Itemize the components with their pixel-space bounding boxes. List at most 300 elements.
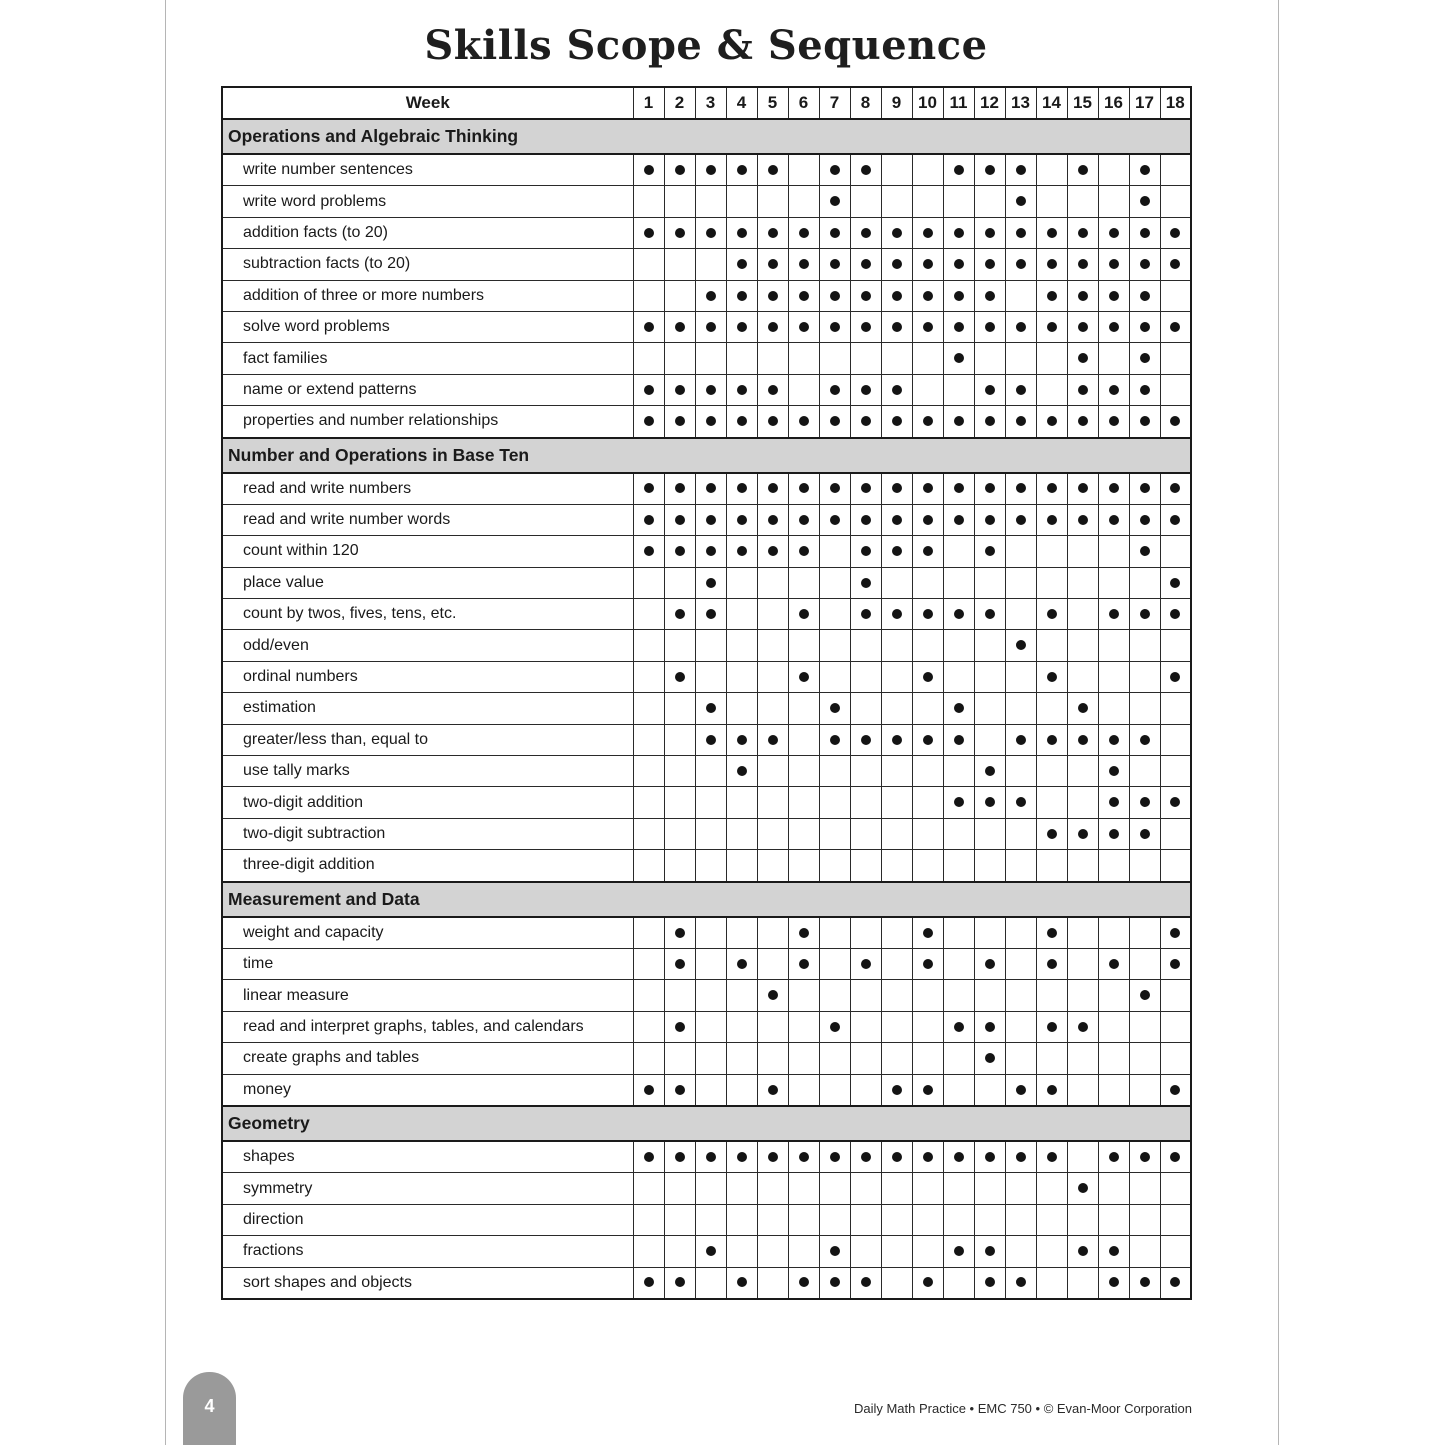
bullet-dot-icon: [737, 385, 747, 395]
week-cell: [974, 693, 1005, 724]
week-cell: [912, 280, 943, 311]
week-cell: [664, 536, 695, 567]
bullet-dot-icon: [923, 291, 933, 301]
bullet-dot-icon: [892, 609, 902, 619]
week-cell: [1160, 374, 1191, 405]
week-cell: [788, 249, 819, 280]
week-cell: [1036, 186, 1067, 217]
week-cell: [1005, 630, 1036, 661]
bullet-dot-icon: [1078, 483, 1088, 493]
week-cell: [850, 661, 881, 692]
bullet-dot-icon: [768, 322, 778, 332]
week-cell: [633, 311, 664, 342]
bullet-dot-icon: [1170, 1277, 1180, 1287]
bullet-dot-icon: [985, 515, 995, 525]
week-cell: [757, 406, 788, 438]
week-cell: [695, 693, 726, 724]
week-cell: [633, 249, 664, 280]
bullet-dot-icon: [675, 483, 685, 493]
week-cell: [1005, 850, 1036, 882]
week-cell: [1160, 787, 1191, 818]
week-cell: [819, 311, 850, 342]
bullet-dot-icon: [954, 165, 964, 175]
week-cell: [1067, 343, 1098, 374]
bullet-dot-icon: [861, 483, 871, 493]
week-cell: [974, 1267, 1005, 1299]
week-cell: [1129, 1204, 1160, 1235]
week-cell: [633, 756, 664, 787]
week-cell: [788, 154, 819, 186]
week-cell: [757, 1074, 788, 1106]
week-cell: [974, 504, 1005, 535]
week-cell: [974, 154, 1005, 186]
bullet-dot-icon: [830, 322, 840, 332]
week-cell: [757, 661, 788, 692]
week-cell: [788, 280, 819, 311]
bullet-dot-icon: [1140, 196, 1150, 206]
section-title: Operations and Algebraic Thinking: [222, 119, 1191, 154]
skill-row: [222, 1236, 1191, 1267]
week-cell: [1098, 756, 1129, 787]
week-cell: [912, 186, 943, 217]
week-cell: [788, 818, 819, 849]
bullet-dot-icon: [675, 322, 685, 332]
week-cell: [819, 249, 850, 280]
week-cell: [633, 186, 664, 217]
week-cell: [633, 280, 664, 311]
week-cell: [788, 630, 819, 661]
bullet-dot-icon: [737, 322, 747, 332]
week-cell: [819, 504, 850, 535]
week-cell: [1036, 1011, 1067, 1042]
bullet-dot-icon: [954, 353, 964, 363]
week-cell: [757, 1236, 788, 1267]
week-cell: [757, 693, 788, 724]
bullet-dot-icon: [892, 322, 902, 332]
week-cell: [850, 536, 881, 567]
week-cell: [974, 473, 1005, 505]
week-cell: [726, 374, 757, 405]
week-cell: [1005, 756, 1036, 787]
week-cell: [664, 504, 695, 535]
week-cell: [974, 980, 1005, 1011]
week-cell: [1098, 1141, 1129, 1173]
week-cell: [633, 850, 664, 882]
week-cell: [943, 1011, 974, 1042]
week-cell: [1036, 1236, 1067, 1267]
week-cell: [1036, 599, 1067, 630]
week-cell: [664, 917, 695, 949]
week-cell: [819, 154, 850, 186]
week-cell: [1129, 374, 1160, 405]
bullet-dot-icon: [892, 735, 902, 745]
week-cell: [1129, 343, 1160, 374]
week-number-2: 2: [664, 87, 695, 119]
week-cell: [943, 693, 974, 724]
bullet-dot-icon: [923, 483, 933, 493]
bullet-dot-icon: [861, 959, 871, 969]
week-cell: [819, 850, 850, 882]
section-header-row: [222, 119, 1191, 154]
skill-row: [222, 850, 1191, 882]
bullet-dot-icon: [861, 609, 871, 619]
week-cell: [1036, 473, 1067, 505]
week-cell: [1129, 536, 1160, 567]
week-cell: [788, 343, 819, 374]
bullet-dot-icon: [675, 959, 685, 969]
bullet-dot-icon: [768, 735, 778, 745]
week-cell: [695, 661, 726, 692]
bullet-dot-icon: [954, 1246, 964, 1256]
skill-label: solve word problems: [222, 311, 633, 342]
week-cell: [819, 1267, 850, 1299]
week-cell: [664, 1074, 695, 1106]
week-cell: [1160, 1204, 1191, 1235]
week-number-8: 8: [850, 87, 881, 119]
skill-label: read and interpret graphs, tables, and calendars: [222, 1011, 633, 1042]
week-cell: [881, 249, 912, 280]
skill-row: [222, 818, 1191, 849]
skill-label: money: [222, 1074, 633, 1106]
week-cell: [881, 280, 912, 311]
bullet-dot-icon: [1078, 165, 1088, 175]
week-cell: [881, 536, 912, 567]
bullet-dot-icon: [799, 322, 809, 332]
bullet-dot-icon: [1047, 959, 1057, 969]
week-cell: [695, 980, 726, 1011]
week-cell: [664, 1204, 695, 1235]
week-cell: [943, 567, 974, 598]
week-cell: [912, 1173, 943, 1204]
week-cell: [1160, 280, 1191, 311]
week-cell: [1098, 693, 1129, 724]
week-cell: [912, 154, 943, 186]
bullet-dot-icon: [1140, 797, 1150, 807]
week-cell: [695, 948, 726, 979]
bullet-dot-icon: [706, 165, 716, 175]
week-cell: [881, 1173, 912, 1204]
week-cell: [788, 186, 819, 217]
week-cell: [757, 787, 788, 818]
bullet-dot-icon: [1047, 735, 1057, 745]
bullet-dot-icon: [861, 228, 871, 238]
bullet-dot-icon: [861, 1277, 871, 1287]
bullet-dot-icon: [644, 228, 654, 238]
week-cell: [850, 787, 881, 818]
week-cell: [1036, 311, 1067, 342]
week-cell: [881, 850, 912, 882]
week-cell: [1067, 249, 1098, 280]
week-cell: [757, 724, 788, 755]
week-cell: [1129, 249, 1160, 280]
bullet-dot-icon: [1109, 483, 1119, 493]
bullet-dot-icon: [1140, 1277, 1150, 1287]
week-cell: [850, 948, 881, 979]
bullet-dot-icon: [1109, 829, 1119, 839]
week-cell: [633, 1236, 664, 1267]
bullet-dot-icon: [768, 483, 778, 493]
week-number-10: 10: [912, 87, 943, 119]
week-cell: [695, 343, 726, 374]
week-cell: [1160, 756, 1191, 787]
week-cell: [788, 1043, 819, 1074]
bullet-dot-icon: [1170, 672, 1180, 682]
week-cell: [1005, 311, 1036, 342]
week-cell: [974, 249, 1005, 280]
week-cell: [819, 917, 850, 949]
week-cell: [943, 311, 974, 342]
week-cell: [819, 1011, 850, 1042]
skill-label: read and write numbers: [222, 473, 633, 505]
week-cell: [819, 724, 850, 755]
bullet-dot-icon: [706, 483, 716, 493]
week-cell: [633, 1267, 664, 1299]
bullet-dot-icon: [1109, 735, 1119, 745]
week-cell: [726, 249, 757, 280]
bullet-dot-icon: [675, 515, 685, 525]
bullet-dot-icon: [985, 291, 995, 301]
week-cell: [788, 1011, 819, 1042]
week-cell: [974, 630, 1005, 661]
week-cell: [881, 787, 912, 818]
bullet-dot-icon: [1140, 165, 1150, 175]
week-number-17: 17: [1129, 87, 1160, 119]
bullet-dot-icon: [923, 1085, 933, 1095]
week-cell: [788, 536, 819, 567]
week-cell: [726, 311, 757, 342]
bullet-dot-icon: [830, 1246, 840, 1256]
week-cell: [726, 154, 757, 186]
bullet-dot-icon: [1109, 291, 1119, 301]
week-cell: [1005, 980, 1036, 1011]
week-number-14: 14: [1036, 87, 1067, 119]
week-cell: [695, 630, 726, 661]
week-cell: [881, 473, 912, 505]
week-cell: [695, 311, 726, 342]
week-cell: [726, 504, 757, 535]
bullet-dot-icon: [768, 546, 778, 556]
week-cell: [1129, 1173, 1160, 1204]
bullet-dot-icon: [768, 416, 778, 426]
week-cell: [1036, 917, 1067, 949]
week-cell: [788, 599, 819, 630]
week-cell: [695, 1074, 726, 1106]
week-cell: [1036, 787, 1067, 818]
week-cell: [1160, 343, 1191, 374]
week-cell: [726, 787, 757, 818]
week-cell: [633, 818, 664, 849]
week-cell: [788, 980, 819, 1011]
week-cell: [1160, 567, 1191, 598]
bullet-dot-icon: [1047, 928, 1057, 938]
week-cell: [664, 818, 695, 849]
week-cell: [943, 280, 974, 311]
week-cell: [1160, 1141, 1191, 1173]
week-cell: [726, 630, 757, 661]
bullet-dot-icon: [1109, 416, 1119, 426]
week-cell: [726, 186, 757, 217]
week-cell: [1036, 154, 1067, 186]
bullet-dot-icon: [830, 259, 840, 269]
bullet-dot-icon: [1016, 797, 1026, 807]
bullet-dot-icon: [923, 322, 933, 332]
skill-row: [222, 374, 1191, 405]
skill-label: fact families: [222, 343, 633, 374]
week-cell: [633, 787, 664, 818]
skill-row: [222, 1267, 1191, 1299]
week-cell: [664, 1141, 695, 1173]
week-cell: [726, 1043, 757, 1074]
bullet-dot-icon: [1109, 1277, 1119, 1287]
bullet-dot-icon: [1016, 1277, 1026, 1287]
bullet-dot-icon: [1109, 609, 1119, 619]
bullet-dot-icon: [675, 609, 685, 619]
week-cell: [1067, 1173, 1098, 1204]
week-cell: [695, 787, 726, 818]
bullet-dot-icon: [954, 483, 964, 493]
bullet-dot-icon: [737, 546, 747, 556]
bullet-dot-icon: [892, 1152, 902, 1162]
skill-label: write word problems: [222, 186, 633, 217]
bullet-dot-icon: [861, 546, 871, 556]
week-cell: [664, 473, 695, 505]
skill-label: name or extend patterns: [222, 374, 633, 405]
week-cell: [1098, 1267, 1129, 1299]
bullet-dot-icon: [1016, 196, 1026, 206]
week-cell: [850, 1267, 881, 1299]
week-cell: [1098, 630, 1129, 661]
week-cell: [819, 536, 850, 567]
week-cell: [1160, 473, 1191, 505]
skill-row: [222, 186, 1191, 217]
week-cell: [1005, 536, 1036, 567]
bullet-dot-icon: [1140, 990, 1150, 1000]
bullet-dot-icon: [1047, 1022, 1057, 1032]
week-cell: [912, 406, 943, 438]
week-cell: [726, 599, 757, 630]
week-cell: [1129, 917, 1160, 949]
week-cell: [695, 280, 726, 311]
bullet-dot-icon: [1170, 1152, 1180, 1162]
week-cell: [881, 1236, 912, 1267]
week-cell: [912, 1074, 943, 1106]
skill-row: [222, 948, 1191, 979]
week-cell: [1129, 280, 1160, 311]
bullet-dot-icon: [675, 672, 685, 682]
week-cell: [726, 693, 757, 724]
week-number-13: 13: [1005, 87, 1036, 119]
week-cell: [695, 1204, 726, 1235]
week-cell: [850, 1236, 881, 1267]
week-cell: [974, 217, 1005, 248]
bullet-dot-icon: [830, 1022, 840, 1032]
bullet-dot-icon: [923, 416, 933, 426]
week-cell: [695, 406, 726, 438]
week-cell: [1129, 1074, 1160, 1106]
bullet-dot-icon: [1078, 1183, 1088, 1193]
week-cell: [943, 343, 974, 374]
week-cell: [1036, 850, 1067, 882]
bullet-dot-icon: [1016, 640, 1026, 650]
bullet-dot-icon: [861, 515, 871, 525]
week-cell: [757, 374, 788, 405]
week-cell: [1067, 917, 1098, 949]
week-cell: [850, 917, 881, 949]
week-cell: [1067, 311, 1098, 342]
bullet-dot-icon: [830, 735, 840, 745]
week-cell: [1098, 724, 1129, 755]
week-cell: [788, 311, 819, 342]
week-cell: [1067, 374, 1098, 405]
bullet-dot-icon: [1170, 228, 1180, 238]
week-cell: [850, 1074, 881, 1106]
week-cell: [1005, 661, 1036, 692]
week-cell: [819, 693, 850, 724]
week-cell: [1160, 630, 1191, 661]
skill-row: [222, 1074, 1191, 1106]
bullet-dot-icon: [830, 416, 840, 426]
bullet-dot-icon: [737, 416, 747, 426]
week-cell: [1129, 154, 1160, 186]
week-cell: [912, 756, 943, 787]
week-number-3: 3: [695, 87, 726, 119]
bullet-dot-icon: [737, 483, 747, 493]
week-cell: [1098, 661, 1129, 692]
week-cell: [881, 599, 912, 630]
week-cell: [943, 154, 974, 186]
week-cell: [912, 693, 943, 724]
week-cell: [757, 249, 788, 280]
week-cell: [1005, 1074, 1036, 1106]
week-cell: [788, 406, 819, 438]
week-cell: [1129, 473, 1160, 505]
week-cell: [726, 661, 757, 692]
bullet-dot-icon: [892, 259, 902, 269]
week-cell: [850, 374, 881, 405]
week-cell: [974, 756, 1005, 787]
skill-label: properties and number relationships: [222, 406, 633, 438]
week-cell: [695, 1267, 726, 1299]
week-cell: [1005, 917, 1036, 949]
skill-row: [222, 1204, 1191, 1235]
bullet-dot-icon: [1047, 228, 1057, 238]
bullet-dot-icon: [1047, 1152, 1057, 1162]
bullet-dot-icon: [706, 609, 716, 619]
bullet-dot-icon: [1170, 416, 1180, 426]
bullet-dot-icon: [706, 735, 716, 745]
week-cell: [850, 1141, 881, 1173]
bullet-dot-icon: [954, 322, 964, 332]
week-cell: [788, 504, 819, 535]
week-cell: [1036, 249, 1067, 280]
week-cell: [757, 280, 788, 311]
skill-row: [222, 406, 1191, 438]
week-cell: [1160, 948, 1191, 979]
week-cell: [633, 217, 664, 248]
week-cell: [1036, 1173, 1067, 1204]
week-cell: [1160, 154, 1191, 186]
week-cell: [974, 186, 1005, 217]
week-cell: [757, 217, 788, 248]
week-cell: [943, 374, 974, 405]
week-cell: [726, 280, 757, 311]
week-cell: [943, 249, 974, 280]
week-cell: [1160, 311, 1191, 342]
week-cell: [1098, 154, 1129, 186]
week-cell: [757, 536, 788, 567]
bullet-dot-icon: [830, 291, 840, 301]
bullet-dot-icon: [1170, 578, 1180, 588]
